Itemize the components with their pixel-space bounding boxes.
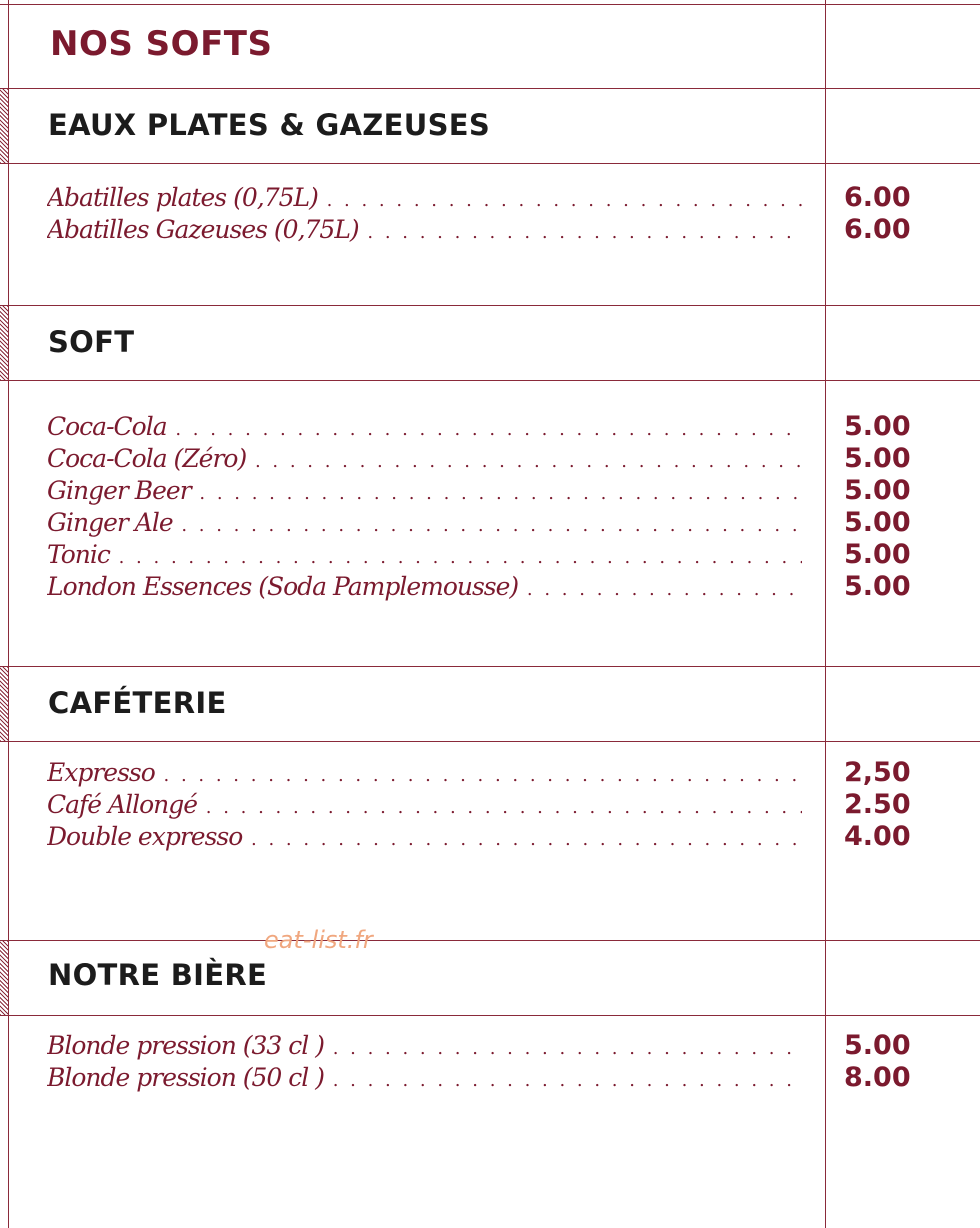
- section-title-cafeterie: CAFÉTERIE: [48, 686, 227, 720]
- item-price: 5.00: [844, 539, 911, 570]
- hatch-marker-4: [0, 940, 8, 1015]
- list-item: [47, 1062, 927, 1094]
- rule-3: [0, 305, 980, 306]
- watermark: eat-list.fr: [264, 926, 373, 954]
- item-name: Café Allongé . . .: [47, 789, 802, 824]
- item-price: 5.00: [844, 411, 911, 442]
- item-name: Expresso . . .: [47, 757, 802, 792]
- list-item: [47, 411, 927, 443]
- section-title-eaux: EAUX PLATES & GAZEUSES: [48, 108, 491, 142]
- page-title: NOS SOFTS: [50, 24, 273, 64]
- list-item: [47, 539, 927, 571]
- list-item: [47, 571, 927, 603]
- item-name: Coca-Cola (Zéro) . . .: [47, 443, 802, 478]
- rule-4: [0, 380, 980, 381]
- list-item: [47, 182, 927, 214]
- top-rule: [0, 4, 980, 5]
- left-border: [8, 0, 9, 1228]
- item-price: 8.00: [844, 1062, 911, 1093]
- item-name: Ginger Ale . . .: [47, 507, 802, 542]
- rule-2: [0, 163, 980, 164]
- section-title-soft: SOFT: [48, 325, 135, 359]
- item-price: 5.00: [844, 1030, 911, 1061]
- rule-1: [0, 88, 980, 89]
- list-item: [47, 757, 927, 789]
- hatch-marker-2: [0, 305, 8, 380]
- item-price: 4.00: [844, 821, 911, 852]
- item-name: Abatilles Gazeuses (0,75L) . . .: [47, 214, 802, 249]
- rule-6: [0, 741, 980, 742]
- item-name: Blonde pression (33 cl ) . . .: [47, 1030, 802, 1065]
- list-item: [47, 789, 927, 821]
- item-name: London Essences (Soda Pamplemousse) . . .: [47, 571, 802, 606]
- item-price: 6.00: [844, 182, 911, 213]
- list-item: [47, 1030, 927, 1062]
- item-price: 6.00: [844, 214, 911, 245]
- item-name: Blonde pression (50 cl ) . . .: [47, 1062, 802, 1097]
- item-name: Tonic . . .: [47, 539, 802, 574]
- list-item: [47, 443, 927, 475]
- rule-8: [0, 1015, 980, 1016]
- item-name: Double expresso . . .: [47, 821, 802, 856]
- rule-5: [0, 666, 980, 667]
- item-name: Coca-Cola . . .: [47, 411, 802, 446]
- list-item: [47, 507, 927, 539]
- hatch-marker-3: [0, 666, 8, 741]
- list-item: [47, 214, 927, 246]
- item-price: 5.00: [844, 475, 911, 506]
- list-item: [47, 821, 927, 853]
- rule-7: [0, 940, 980, 941]
- item-price: 5.00: [844, 507, 911, 538]
- item-price: 2,50: [844, 757, 911, 788]
- item-price: 5.00: [844, 443, 911, 474]
- item-name: Ginger Beer . . .: [47, 475, 802, 510]
- list-item: [47, 475, 927, 507]
- item-price: 2.50: [844, 789, 911, 820]
- item-price: 5.00: [844, 571, 911, 602]
- item-name: Abatilles plates (0,75L) . . .: [47, 182, 802, 217]
- hatch-marker-1: [0, 88, 8, 163]
- section-title-biere: NOTRE BIÈRE: [48, 958, 268, 992]
